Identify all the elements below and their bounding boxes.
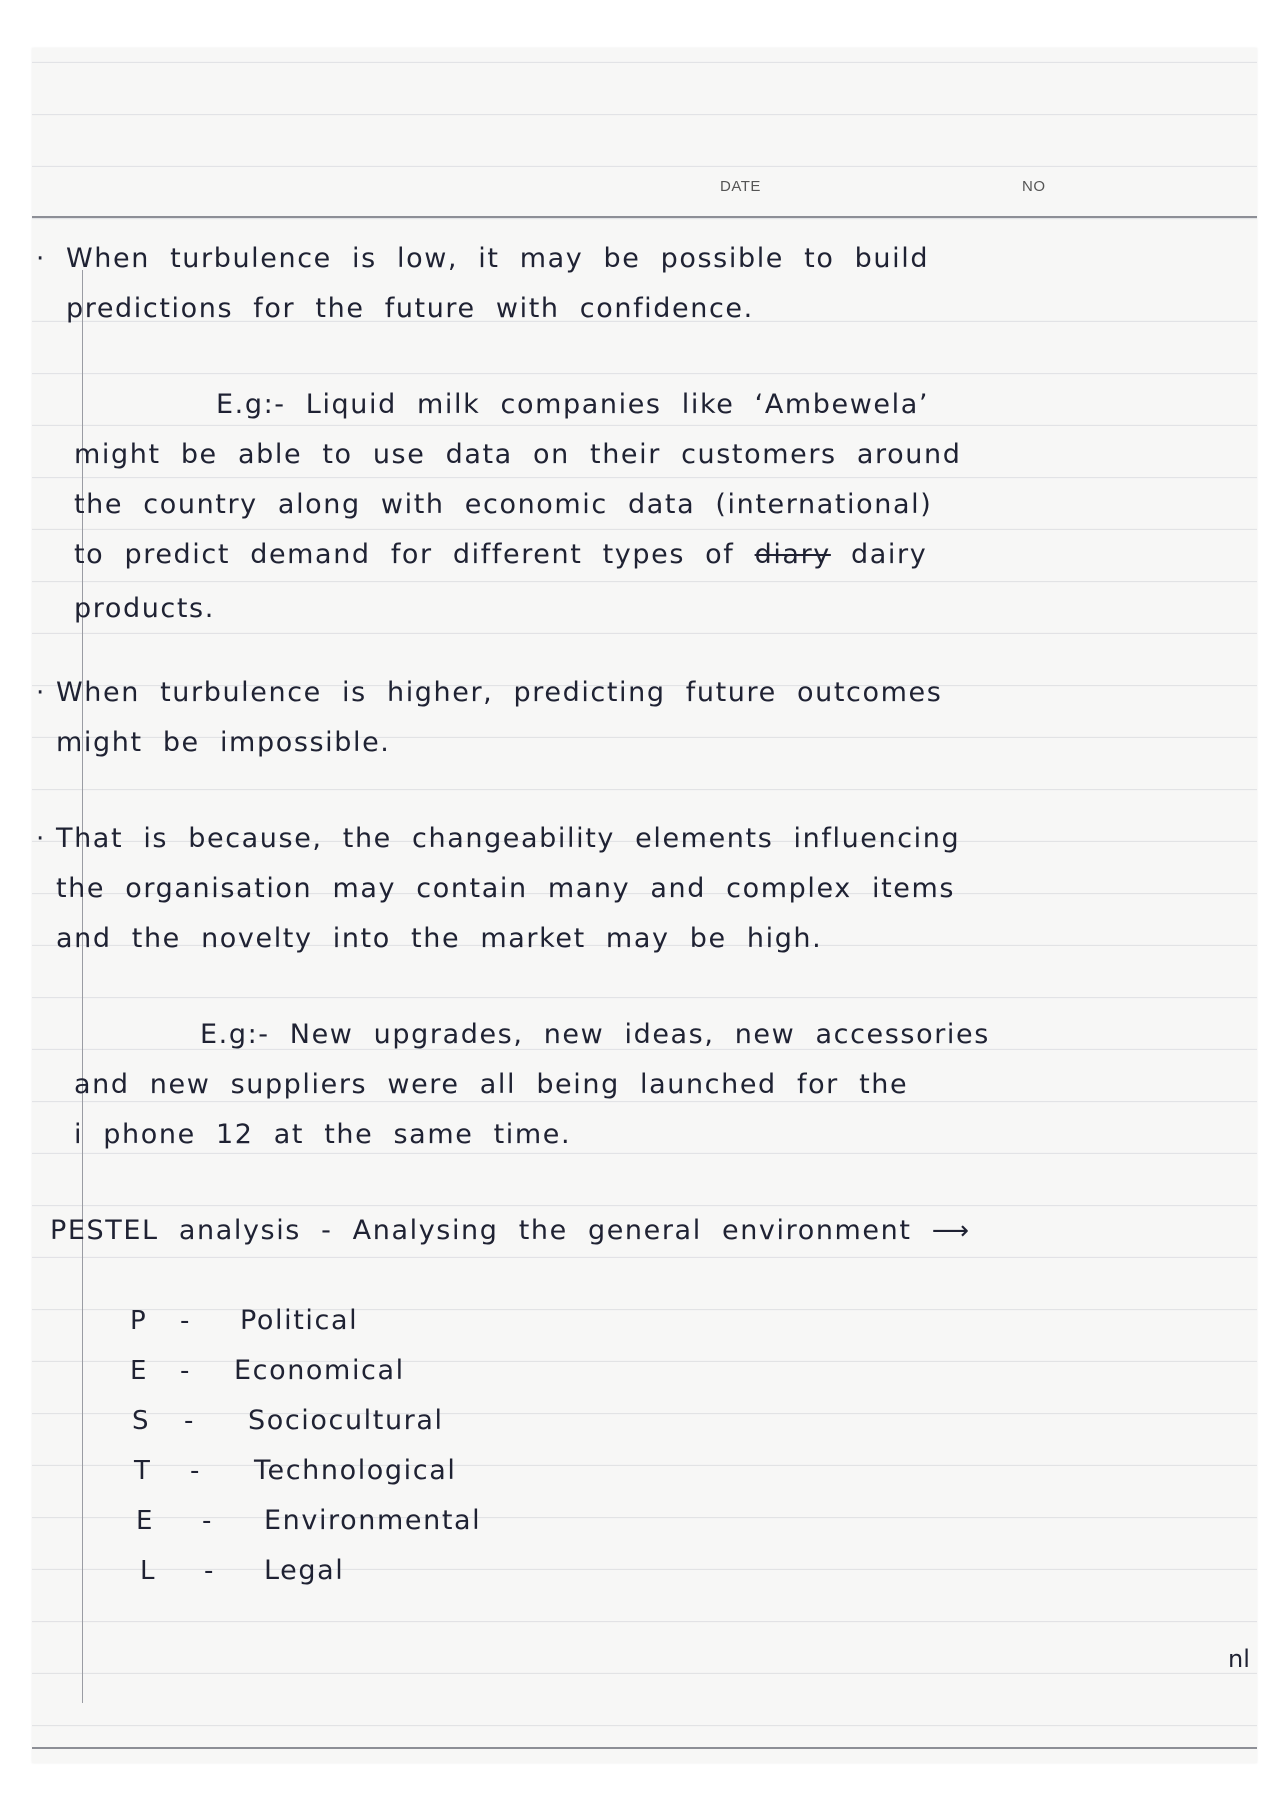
footer-rule — [32, 1747, 1257, 1749]
dash: - — [180, 1356, 190, 1386]
dash: - — [190, 1456, 200, 1486]
pestel-item-economical: Economical — [234, 1355, 405, 1386]
paragraph-1-line-2: predictions for the future with confidence. — [66, 293, 754, 324]
right-arrow-icon: ⟶ — [931, 1216, 971, 1246]
dash: - — [202, 1506, 212, 1536]
paragraph-1-line-1: When turbulence is low, it may be possible to build — [66, 243, 930, 274]
paragraph-2-line-4-text: to predict demand for different types of — [74, 539, 735, 570]
paragraph-5-line-1: E.g:- New upgrades, new ideas, new accessories — [200, 1019, 990, 1050]
pestel-letter: L — [140, 1556, 155, 1586]
edge-text-fragment: nl — [1228, 1645, 1250, 1673]
pestel-letter: E — [136, 1506, 153, 1536]
pestel-letter: T — [134, 1456, 150, 1486]
dash: - — [204, 1556, 214, 1586]
pestel-letter: P — [130, 1306, 146, 1336]
paragraph-5-line-3: i phone 12 at the same time. — [74, 1119, 572, 1150]
pestel-item-environmental: Environmental — [264, 1505, 482, 1536]
margin-line — [82, 270, 83, 1703]
paragraph-3-line-1: When turbulence is higher, predicting future outcomes — [56, 677, 943, 708]
date-label: DATE — [720, 178, 761, 195]
paragraph-2-line-4 — [74, 540, 927, 570]
paragraph-3-line-2: might be impossible. — [56, 727, 391, 758]
paragraph-5-line-2: and new suppliers were all being launched for the — [74, 1069, 909, 1100]
notebook-page — [32, 48, 1257, 1763]
paragraph-2-line-3: the country along with economic data (international) — [74, 489, 933, 520]
crossed-out-word: diary — [754, 539, 831, 570]
dash: - — [180, 1306, 190, 1336]
dash: - — [184, 1406, 194, 1436]
pestel-heading-text: PESTEL analysis - Analysing the general environment — [50, 1215, 912, 1246]
paragraph-2-line-1: E.g:- Liquid milk companies like ‘Ambewela’ — [216, 389, 930, 420]
paragraph-2-line-2: might be able to use data on their customers around — [74, 439, 962, 470]
bullet-marker: · — [36, 678, 45, 708]
corrected-word: dairy — [851, 539, 928, 570]
pestel-item-sociocultural: Sociocultural — [248, 1405, 444, 1436]
pestel-item-legal: Legal — [264, 1555, 345, 1586]
page-number-label: NO — [1022, 178, 1046, 195]
bullet-marker: · — [36, 824, 45, 854]
pestel-item-technological: Technological — [254, 1455, 457, 1486]
pestel-letter: S — [132, 1406, 149, 1436]
paragraph-4-line-2: the organisation may contain many and complex items — [56, 873, 956, 904]
pestel-letter: E — [130, 1356, 147, 1386]
header-rule — [32, 216, 1257, 218]
pestel-heading — [50, 1216, 971, 1246]
paragraph-4-line-1: That is because, the changeability elements influencing — [56, 823, 961, 854]
paragraph-2-line-5: products. — [74, 593, 215, 624]
pestel-item-political: Political — [240, 1305, 359, 1336]
paragraph-4-line-3: and the novelty into the market may be high. — [56, 923, 823, 954]
bullet-marker: · — [36, 244, 45, 274]
